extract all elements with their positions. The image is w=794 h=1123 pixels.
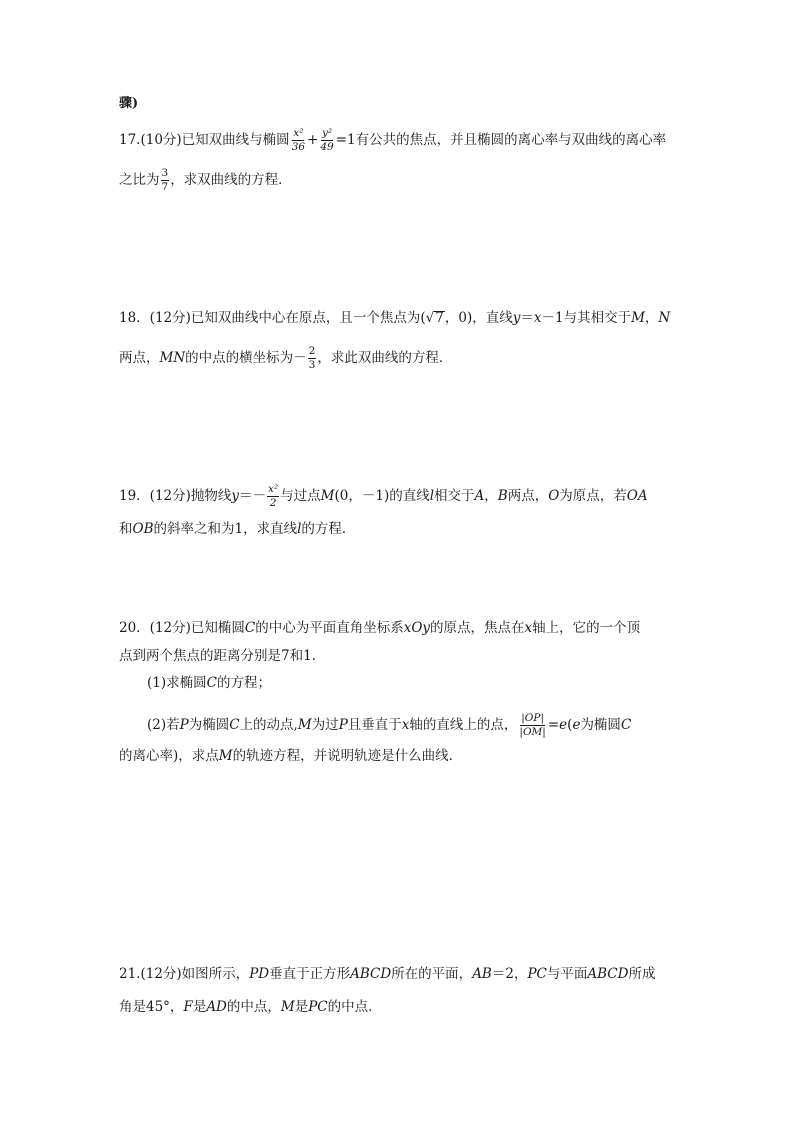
text: ＝: [520, 309, 534, 326]
problem-18-line-2: [119, 346, 452, 371]
fraction-x2-2: [267, 484, 279, 509]
fraction-denominator: 49: [320, 141, 334, 154]
text: (0，－1)的直线: [334, 487, 430, 504]
var: e: [572, 716, 581, 733]
text: 的原点，焦点在: [430, 620, 525, 636]
var: y: [231, 487, 240, 504]
var: M: [297, 716, 312, 733]
text: 为椭圆: [580, 716, 621, 733]
text: (: [567, 716, 573, 733]
text: 之比为: [119, 171, 160, 188]
text: 角是45°，: [119, 999, 184, 1015]
var: B: [497, 487, 508, 504]
text: 的中点的横坐标为－: [185, 349, 307, 366]
text: ＝2，: [491, 966, 528, 982]
text: 的方程．: [301, 521, 356, 537]
text: 的离心率)，求点: [119, 748, 219, 764]
problem-20-part-2: [147, 713, 631, 738]
text: 与平面: [546, 966, 588, 982]
text: 的斜率之和为1，求直线: [153, 521, 298, 537]
var: x: [401, 716, 410, 733]
problem-21-line-2: [119, 1001, 382, 1015]
text: 为过: [311, 716, 339, 733]
text: －1与其相交于: [541, 309, 632, 326]
fraction-numerator: |OP|: [520, 713, 545, 726]
var: N: [658, 309, 671, 326]
text: 的中点．: [327, 999, 382, 1015]
var: e: [559, 716, 568, 733]
var: ABCD: [587, 966, 629, 982]
fraction-denominator: 7: [161, 181, 169, 194]
var: l: [297, 521, 302, 537]
text: 轴上，它的一个顶: [532, 620, 641, 636]
text: ，0)，直线: [444, 309, 513, 326]
var: ABCD: [350, 966, 392, 982]
var: C: [244, 620, 256, 636]
text: =1有公共的焦点，并且椭圆的离心率与双曲线的离心率: [335, 131, 667, 148]
text: 的轨迹方程，并说明轨迹是什么曲线．: [232, 748, 463, 764]
var: C: [620, 716, 632, 733]
text: 的方程；: [216, 675, 271, 691]
var: M: [218, 748, 233, 764]
fraction-numerator: 3: [161, 168, 170, 181]
text: 点到两个焦点的距离分别是7和1.: [119, 648, 316, 664]
var: M: [320, 487, 335, 504]
text: 轴的直线上的点，: [409, 716, 518, 733]
var: C: [229, 716, 240, 733]
var: x: [533, 309, 542, 326]
problem-17-line-2: [119, 168, 292, 193]
fraction-denominator: |OM|: [519, 726, 546, 739]
var: AD: [206, 999, 227, 1015]
fraction-op-om: [518, 713, 546, 738]
var: P: [179, 716, 189, 733]
text: ，求双曲线的方程．: [170, 171, 292, 188]
problem-20-part-1: [147, 677, 271, 691]
text: 是: [294, 999, 309, 1015]
fraction-3-7: [161, 168, 170, 193]
problem-19-line-1: [119, 484, 648, 509]
var: OA: [626, 487, 648, 504]
fraction-numerator: y²: [321, 128, 333, 141]
text: 相交于: [434, 487, 475, 504]
text: 20．(12分)已知椭圆: [119, 620, 245, 636]
text: 21.(12分)如图所示，: [119, 966, 250, 982]
text: 19．(12分)抛物线: [119, 487, 232, 504]
text: (1)求椭圆: [147, 675, 207, 691]
sqrt-7: [426, 311, 445, 326]
fraction-y2-49: [319, 128, 334, 153]
problem-20-line-5: [119, 750, 462, 764]
fraction-x2-36: [291, 128, 306, 153]
radicand: 7: [435, 310, 444, 326]
var: PC: [308, 999, 328, 1015]
text: 上的动点,: [239, 716, 298, 733]
var: OB: [132, 521, 154, 537]
radical-sign: √: [425, 309, 435, 326]
text: ，求此双曲线的方程．: [317, 349, 453, 366]
text: 为原点，若: [559, 487, 627, 504]
problem-19-line-2: [119, 523, 355, 537]
text: 两点，: [507, 487, 549, 504]
text: 为椭圆: [188, 716, 230, 733]
problem-21-line-1: [119, 968, 655, 982]
var: F: [183, 999, 193, 1015]
var: PD: [249, 966, 270, 982]
header-fragment: 骤): [119, 96, 139, 111]
text: ，: [644, 309, 659, 326]
text: (2)若: [147, 716, 180, 733]
text: 所在的平面，: [391, 966, 473, 982]
var: MN: [159, 349, 186, 366]
text: 和: [119, 521, 133, 537]
problem-20-line-2: [119, 650, 316, 664]
var: xOy: [403, 620, 431, 636]
text: 垂直于正方形: [269, 966, 351, 982]
text: ，: [484, 487, 498, 504]
fraction-denominator: 3: [308, 359, 316, 372]
var: PC: [527, 966, 547, 982]
var: y: [512, 309, 521, 326]
var: x: [524, 620, 533, 636]
var: M: [280, 999, 295, 1015]
fraction-numerator: x²: [267, 484, 279, 497]
fraction-denominator: 36: [291, 141, 306, 154]
fraction-numerator: x²: [292, 128, 304, 141]
text: 17.(10分)已知双曲线与椭圆: [119, 131, 290, 148]
text: 是: [192, 999, 207, 1015]
text: ＝－: [239, 487, 267, 504]
problem-17-line-1: [119, 128, 666, 153]
var: O: [548, 487, 560, 504]
var: P: [338, 716, 348, 733]
text: 且垂直于: [347, 716, 402, 733]
var: C: [206, 675, 217, 691]
var: A: [474, 487, 485, 504]
fraction-denominator: 2: [269, 497, 277, 510]
problem-20-line-1: [119, 622, 640, 636]
text: 所成: [628, 966, 656, 982]
var: AB: [472, 966, 492, 982]
fraction-numerator: 2: [308, 346, 317, 359]
plus-sign: +: [307, 131, 319, 148]
text: 两点，: [119, 349, 160, 366]
var: M: [631, 309, 645, 326]
problem-18-line-1: [119, 311, 670, 326]
fraction-2-3: [308, 346, 317, 371]
text: 18．(12分)已知双曲线中心在原点，且一个焦点为(: [119, 309, 426, 326]
text: =: [547, 716, 560, 733]
text: 与过点: [280, 487, 321, 504]
var: l: [429, 487, 435, 504]
text: 的中点，: [226, 999, 281, 1015]
text: 的中心为平面直角坐标系: [255, 620, 404, 636]
